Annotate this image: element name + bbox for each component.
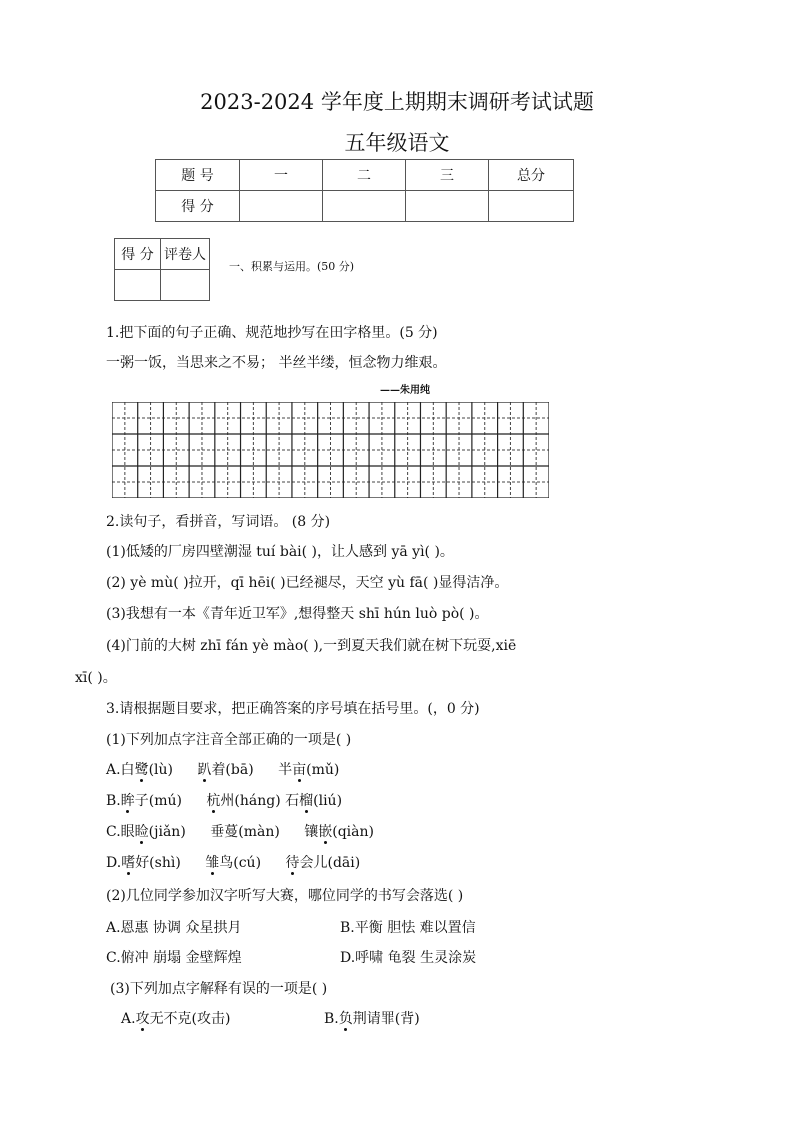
option-text: C.眼 <box>106 824 135 840</box>
dotted-char: 待 <box>285 855 300 871</box>
dotted-char: 趴 <box>197 762 212 778</box>
dotted-char: 雏 <box>205 855 220 871</box>
option-text: 鸟(cú) <box>219 855 262 871</box>
option-text: 荆请罪(背) <box>352 1011 420 1027</box>
grader-entry-row <box>115 270 210 301</box>
grader-score-label: 得 分 <box>115 239 161 270</box>
q2-line-4: (4)门前的大树 zhī fán yè mào( ),一到夏天我们就在树下玩耍,xiē <box>106 638 517 654</box>
option-text: 半 <box>278 762 293 778</box>
option-text: 无不克(攻击) <box>149 1011 231 1027</box>
option-text: (lù) <box>148 762 173 778</box>
option-text: 垂蔓(màn) <box>210 824 280 840</box>
option-text: 州(háng) <box>220 793 281 809</box>
option-text: (jiǎn) <box>148 824 186 840</box>
score-cell[interactable] <box>489 191 574 222</box>
option-text: B. <box>106 793 121 809</box>
option-text: (mǔ) <box>306 762 340 778</box>
option-text: D. <box>106 855 122 871</box>
exam-title: 2023-2024 学年度上期期末调研考试试题 <box>200 90 594 114</box>
option-text: 着(bā) <box>211 762 254 778</box>
score-table <box>155 159 574 222</box>
q2-line-3: (3)我想有一本《青年近卫军》,想得整天 shī hún luò pò( )。 <box>106 606 489 622</box>
dotted-char: 杭 <box>206 793 221 809</box>
q1-prompt: 1.把下面的句子正确、规范地抄写在田字格里。(5 分) <box>106 325 438 341</box>
q2-line-2: (2) yè mù( )拉开，qī hēi( )已经褪尽，天空 yù fā( )显得洁净。 <box>106 575 509 591</box>
q1-sentence: 一粥一饭，当思来之不易； 半丝半缕，恒念物力维艰。 <box>106 355 447 371</box>
option-text: 会儿(dāi) <box>299 855 361 871</box>
q2-prompt: 2.读句子，看拼音，写词语。 (8 分) <box>106 514 331 530</box>
q3-sub2-option-a[interactable]: A.恩惠 协调 众星拱月 <box>106 920 242 936</box>
option-text: 石 <box>285 793 300 809</box>
score-header-cell: 总分 <box>489 160 574 191</box>
q2-line-1: (1)低矮的厂房四壁潮湿 tuí bài( )，让人感到 yā yì( )。 <box>106 544 454 560</box>
exam-subtitle: 五年级语文 <box>344 131 450 155</box>
q3-sub1-option-b[interactable] <box>106 790 342 810</box>
q3-sub3-option-b[interactable] <box>324 1008 420 1028</box>
score-cell[interactable] <box>240 191 323 222</box>
option-text: (qiàn) <box>332 824 374 840</box>
dotted-char: 亩 <box>292 762 307 778</box>
dotted-char: 负 <box>338 1011 353 1027</box>
q3-sub3-prompt: (3)下列加点字解释有误的一项是( ) <box>110 981 328 997</box>
dotted-char: 嗜 <box>121 855 136 871</box>
q3-sub2-option-b[interactable]: B.平衡 胆怯 难以置信 <box>340 920 476 936</box>
dotted-char: 攻 <box>135 1011 150 1027</box>
grader-table <box>114 238 210 301</box>
score-row-label: 得 分 <box>156 191 240 222</box>
q3-sub1-option-c[interactable] <box>106 821 374 841</box>
score-header-cell: 二 <box>323 160 406 191</box>
dotted-char: 榴 <box>299 793 314 809</box>
dotted-char: 睑 <box>134 824 149 840</box>
q2-line-4-continued: xī( )。 <box>75 670 117 686</box>
q3-sub2-option-c[interactable]: C.俯冲 崩塌 金壁辉煌 <box>106 950 242 966</box>
grader-header-row <box>115 239 210 270</box>
option-text: A. <box>121 1011 136 1027</box>
grader-score-cell[interactable] <box>115 270 161 301</box>
score-header-cell: 一 <box>240 160 323 191</box>
tianzige-writing-grid[interactable] <box>112 402 549 498</box>
grader-name-label: 评卷人 <box>161 239 210 270</box>
q3-sub1-option-d[interactable] <box>106 852 360 872</box>
q3-sub2-option-d[interactable]: D.呼啸 龟裂 生灵涂炭 <box>340 950 477 966</box>
score-table-header-row <box>156 160 574 191</box>
q3-sub1-prompt: (1)下列加点字注音全部正确的一项是( ) <box>106 732 352 748</box>
score-cell[interactable] <box>406 191 489 222</box>
q3-prompt: 3.请根据题目要求，把正确答案的序号填在括号里。(，0 分) <box>106 701 480 717</box>
score-table-score-row <box>156 191 574 222</box>
grader-name-cell[interactable] <box>161 270 210 301</box>
score-header-cell: 三 <box>406 160 489 191</box>
option-text: 好(shì) <box>135 855 181 871</box>
dotted-char: 嵌 <box>318 824 333 840</box>
dotted-char: 鹭 <box>134 762 149 778</box>
dotted-char: 眸 <box>120 793 135 809</box>
option-text: (liú) <box>313 793 343 809</box>
q3-sub1-option-a[interactable] <box>106 759 339 779</box>
score-cell[interactable] <box>323 191 406 222</box>
score-header-cell: 题 号 <box>156 160 240 191</box>
q3-sub2-prompt: (2)几位同学参加汉字听写大赛，哪位同学的书写会落选( ) <box>106 888 464 904</box>
option-text: B. <box>324 1011 339 1027</box>
section-one-title: 一、积累与运用。(50 分) <box>229 260 355 273</box>
option-text: A.白 <box>106 762 135 778</box>
q3-sub3-option-a[interactable] <box>121 1008 231 1028</box>
option-text: 镶 <box>304 824 319 840</box>
option-text: 子(mú) <box>134 793 182 809</box>
q1-attribution: ——朱用纯 <box>380 385 430 396</box>
